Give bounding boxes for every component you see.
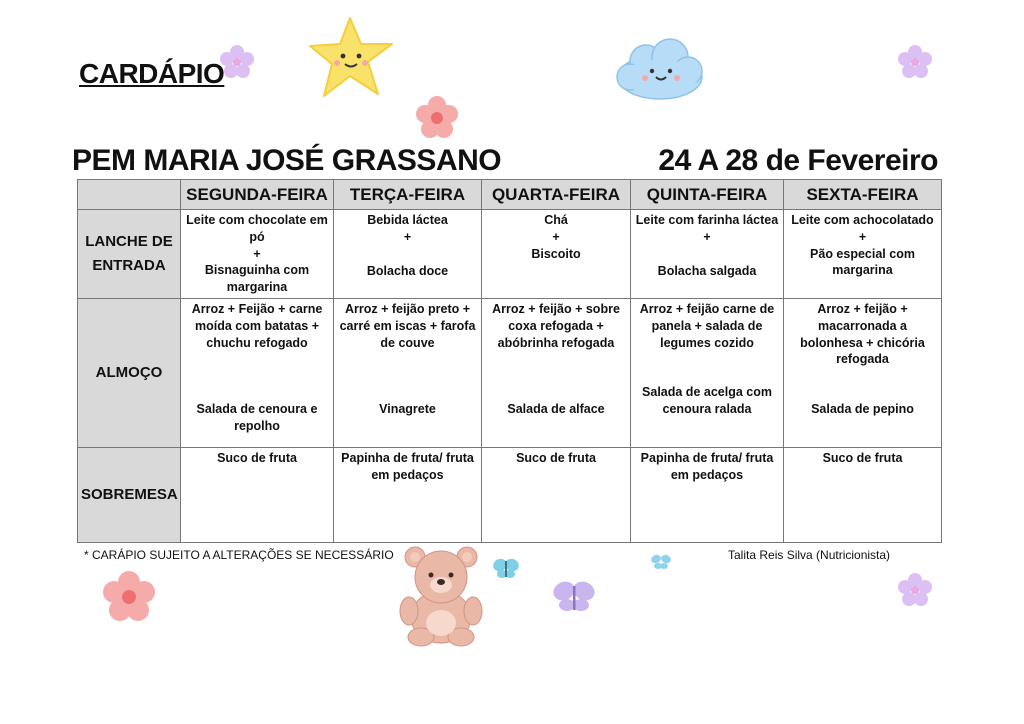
row-label-sobremesa: SOBREMESA <box>78 447 181 542</box>
menu-table <box>77 179 942 543</box>
menu-item: Arroz + feijão + macarronada a bolonhesa + chicória refogada <box>800 301 925 367</box>
menu-spacer <box>634 246 780 263</box>
table-header-row <box>78 180 942 210</box>
menu-cell <box>784 298 942 447</box>
menu-item: Arroz + feijão carne de panela + salada de legumes cozido <box>639 301 775 350</box>
butterfly-icon <box>551 578 597 616</box>
menu-item-salad: Salada de pepino <box>811 402 914 417</box>
menu-item: + <box>403 229 412 244</box>
cloud-icon <box>612 33 708 105</box>
menu-item-salad: Vinagrete <box>379 402 436 417</box>
menu-item: Biscoito <box>531 246 581 261</box>
menu-item: Bebida láctea <box>367 213 448 227</box>
day-header-monday: SEGUNDA-FEIRA <box>181 180 334 210</box>
menu-spacer <box>634 351 780 384</box>
menu-cell <box>784 210 942 299</box>
menu-item: + <box>253 246 261 261</box>
menu-cell <box>482 210 631 299</box>
disclaimer-note: * CARÁPIO SUJEITO A ALTERAÇÕES SE NECESSÁRIO <box>84 548 394 562</box>
menu-item-salad: Salada de alface <box>507 402 605 417</box>
day-header-wednesday: QUARTA-FEIRA <box>482 180 631 210</box>
menu-item: + <box>703 229 711 244</box>
day-header-friday: SEXTA-FEIRA <box>784 180 942 210</box>
menu-item: Leite com farinha láctea <box>635 213 779 227</box>
butterfly-icon <box>650 552 672 572</box>
menu-cell <box>334 210 482 299</box>
school-name: PEM MARIA JOSÉ GRASSANO <box>72 144 502 177</box>
menu-cell <box>334 298 482 447</box>
menu-item: + <box>858 229 867 244</box>
menu-cell <box>482 298 631 447</box>
menu-cell: Papinha de fruta/ fruta em pedaços <box>631 447 784 542</box>
week-range: 24 A 28 de Fevereiro <box>658 144 938 177</box>
menu-spacer <box>485 351 627 401</box>
table-row-lanche <box>78 210 942 299</box>
menu-cell <box>181 298 334 447</box>
menu-spacer <box>337 351 478 401</box>
menu-cell: Suco de fruta <box>482 447 631 542</box>
menu-cell: Papinha de fruta/ fruta em pedaços <box>334 447 482 542</box>
row-label-almoco: ALMOÇO <box>78 298 181 447</box>
menu-spacer <box>184 351 330 401</box>
menu-item: + <box>552 229 560 244</box>
menu-item: Leite com chocolate em pó <box>186 213 328 244</box>
menu-item: Pão especial com margarina <box>810 246 915 278</box>
table-row-almoco <box>78 298 942 447</box>
row-label-lanche <box>78 210 181 299</box>
teddy-bear-icon <box>395 545 487 647</box>
menu-item: Arroz + feijão preto + carré em iscas + farofa de couve <box>339 301 476 350</box>
flower-icon <box>100 570 158 622</box>
menu-item: Bolacha doce <box>366 263 449 278</box>
menu-spacer <box>787 368 938 401</box>
flower-icon <box>897 572 933 608</box>
page-title: CARDÁPIO <box>79 58 225 89</box>
menu-item: Leite com achocolatado <box>791 213 934 227</box>
day-header-tuesday: TERÇA-FEIRA <box>334 180 482 210</box>
menu-cell: Suco de fruta <box>784 447 942 542</box>
flower-icon <box>897 44 933 80</box>
menu-spacer <box>337 246 478 263</box>
menu-cell <box>181 210 334 299</box>
row-label-line: LANCHE DE <box>85 232 173 250</box>
menu-cell <box>631 210 784 299</box>
menu-item: Arroz + Feijão + carne moída com batatas + chuchu refogado <box>191 301 323 350</box>
menu-item: Bolacha salgada <box>657 263 757 278</box>
table-row-sobremesa <box>78 447 942 542</box>
day-header-thursday: QUINTA-FEIRA <box>631 180 784 210</box>
butterfly-icon <box>492 555 520 583</box>
menu-cell: Suco de fruta <box>181 447 334 542</box>
row-label-line: ENTRADA <box>92 256 166 274</box>
flower-icon <box>415 96 459 140</box>
menu-item-salad: Salada de acelga com cenoura ralada <box>642 385 772 417</box>
table-corner <box>78 180 181 210</box>
flower-icon <box>219 44 255 80</box>
menu-item-salad: Salada de cenoura e repolho <box>196 402 318 434</box>
menu-cell <box>631 298 784 447</box>
star-icon <box>306 14 398 104</box>
menu-item: Chá <box>544 213 568 227</box>
menu-item: Bisnaguinha com margarina <box>204 263 310 295</box>
menu-item: Arroz + feijão + sobre coxa refogada + abóbrinha refogada <box>492 301 620 350</box>
nutritionist-signature: Talita Reis Silva (Nutricionista) <box>728 548 891 562</box>
